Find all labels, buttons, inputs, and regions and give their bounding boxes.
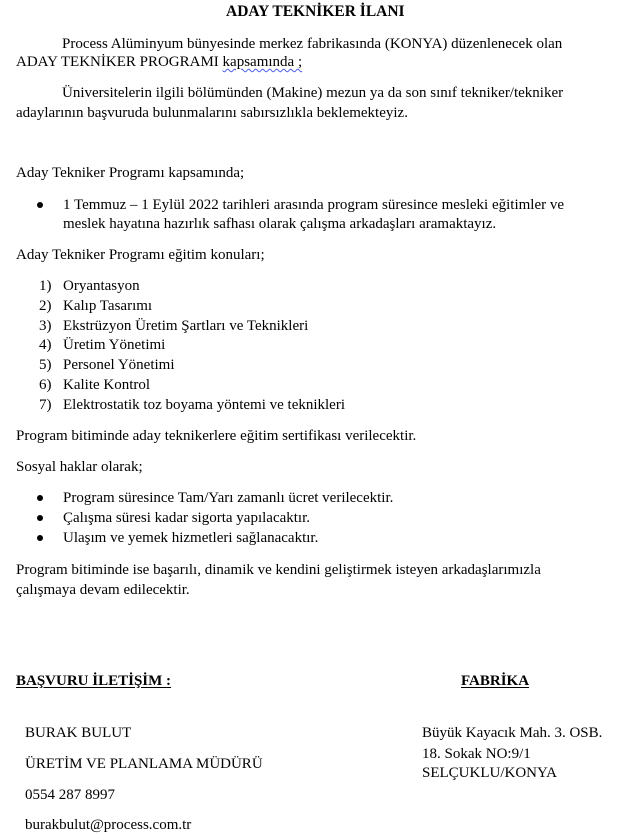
eligibility-line-1: Üniversitelerin ilgili bölümünden (Makine) mezun ya da son sınıf tekniker/tekniker	[62, 85, 564, 101]
contact-phone: 0554 287 8997	[25, 787, 115, 803]
topic-text: Üretim Yönetimi	[63, 337, 166, 353]
topic-text: Personel Yönetimi	[63, 357, 175, 373]
contact-email: burakbulut@process.com.tr	[25, 817, 192, 833]
topic-number: 3)	[39, 318, 52, 334]
factory-address-line-1: Büyük Kayacık Mah. 3. OSB.	[422, 725, 603, 741]
eligibility-line-2: adaylarının başvuruda bulunmalarını sabırsızlıkla beklemekteyiz.	[16, 105, 408, 121]
factory-address-line-3: SELÇUKLU/KONYA	[422, 765, 557, 781]
topic-text: Ekstrüzyon Üretim Şartları ve Teknikleri	[63, 318, 309, 334]
social-right-item: Ulaşım ve yemek hizmetleri sağlanacaktır.	[63, 530, 319, 546]
intro-line-1: Process Alüminyum bünyesinde merkez fabrikasında (KONYA) düzenlenecek olan	[62, 36, 563, 52]
topic-number: 4)	[39, 337, 52, 353]
topic-text: Kalıp Tasarımı	[63, 298, 153, 314]
bullet-icon	[37, 202, 43, 208]
topic-number: 5)	[39, 357, 52, 373]
social-right-item: Program süresince Tam/Yarı zamanlı ücret verilecektir.	[63, 490, 394, 506]
closing-line-1: Program bitiminde ise başarılı, dinamik ve kendini geliştirmek isteyen arkadaşlarımızla	[16, 562, 541, 578]
contact-position: ÜRETİM VE PLANLAMA MÜDÜRÜ	[25, 756, 263, 772]
topic-text: Elektrostatik toz boyama yöntemi ve teknikleri	[63, 397, 346, 413]
factory-heading: FABRİKA	[461, 673, 530, 689]
contact-heading: BAŞVURU İLETİŞİM :	[16, 673, 172, 689]
spellcheck-squiggle-text: kapsamında ;	[222, 54, 303, 70]
closing-line-2: çalışmaya devam edilecektir.	[16, 582, 190, 598]
program-bullet-line-1: 1 Temmuz – 1 Eylül 2022 tarihleri arasında program süresince mesleki eğitimler ve	[63, 197, 565, 213]
topic-text: Kalite Kontrol	[63, 377, 151, 393]
bullet-icon	[37, 495, 43, 501]
intro-line-2	[16, 53, 302, 71]
topic-number: 7)	[39, 397, 52, 413]
document-title: ADAY TEKNİKER İLANI	[226, 3, 405, 20]
social-heading: Sosyal haklar olarak;	[16, 459, 143, 475]
bullet-icon	[37, 535, 43, 541]
topic-number: 2)	[39, 298, 52, 314]
topic-number: 6)	[39, 377, 52, 393]
topic-number: 1)	[39, 278, 52, 294]
topic-text: Oryantasyon	[63, 278, 140, 294]
social-right-item: Çalışma süresi kadar sigorta yapılacaktır.	[63, 510, 311, 526]
certificate-note: Program bitiminde aday teknikerlere eğitim sertifikası verilecektir.	[16, 428, 417, 444]
factory-address-line-2: 18. Sokak NO:9/1	[422, 746, 531, 762]
program-heading: Aday Tekniker Programı kapsamında;	[16, 165, 245, 181]
contact-name: BURAK BULUT	[25, 725, 132, 741]
program-bullet-line-2: meslek hayatına hazırlık safhası olarak çalışma arkadaşları aramaktayız.	[63, 216, 497, 232]
bullet-icon	[37, 515, 43, 521]
program-name: ADAY TEKNİKER PROGRAMI	[16, 54, 223, 70]
training-heading: Aday Tekniker Programı eğitim konuları;	[16, 247, 265, 263]
